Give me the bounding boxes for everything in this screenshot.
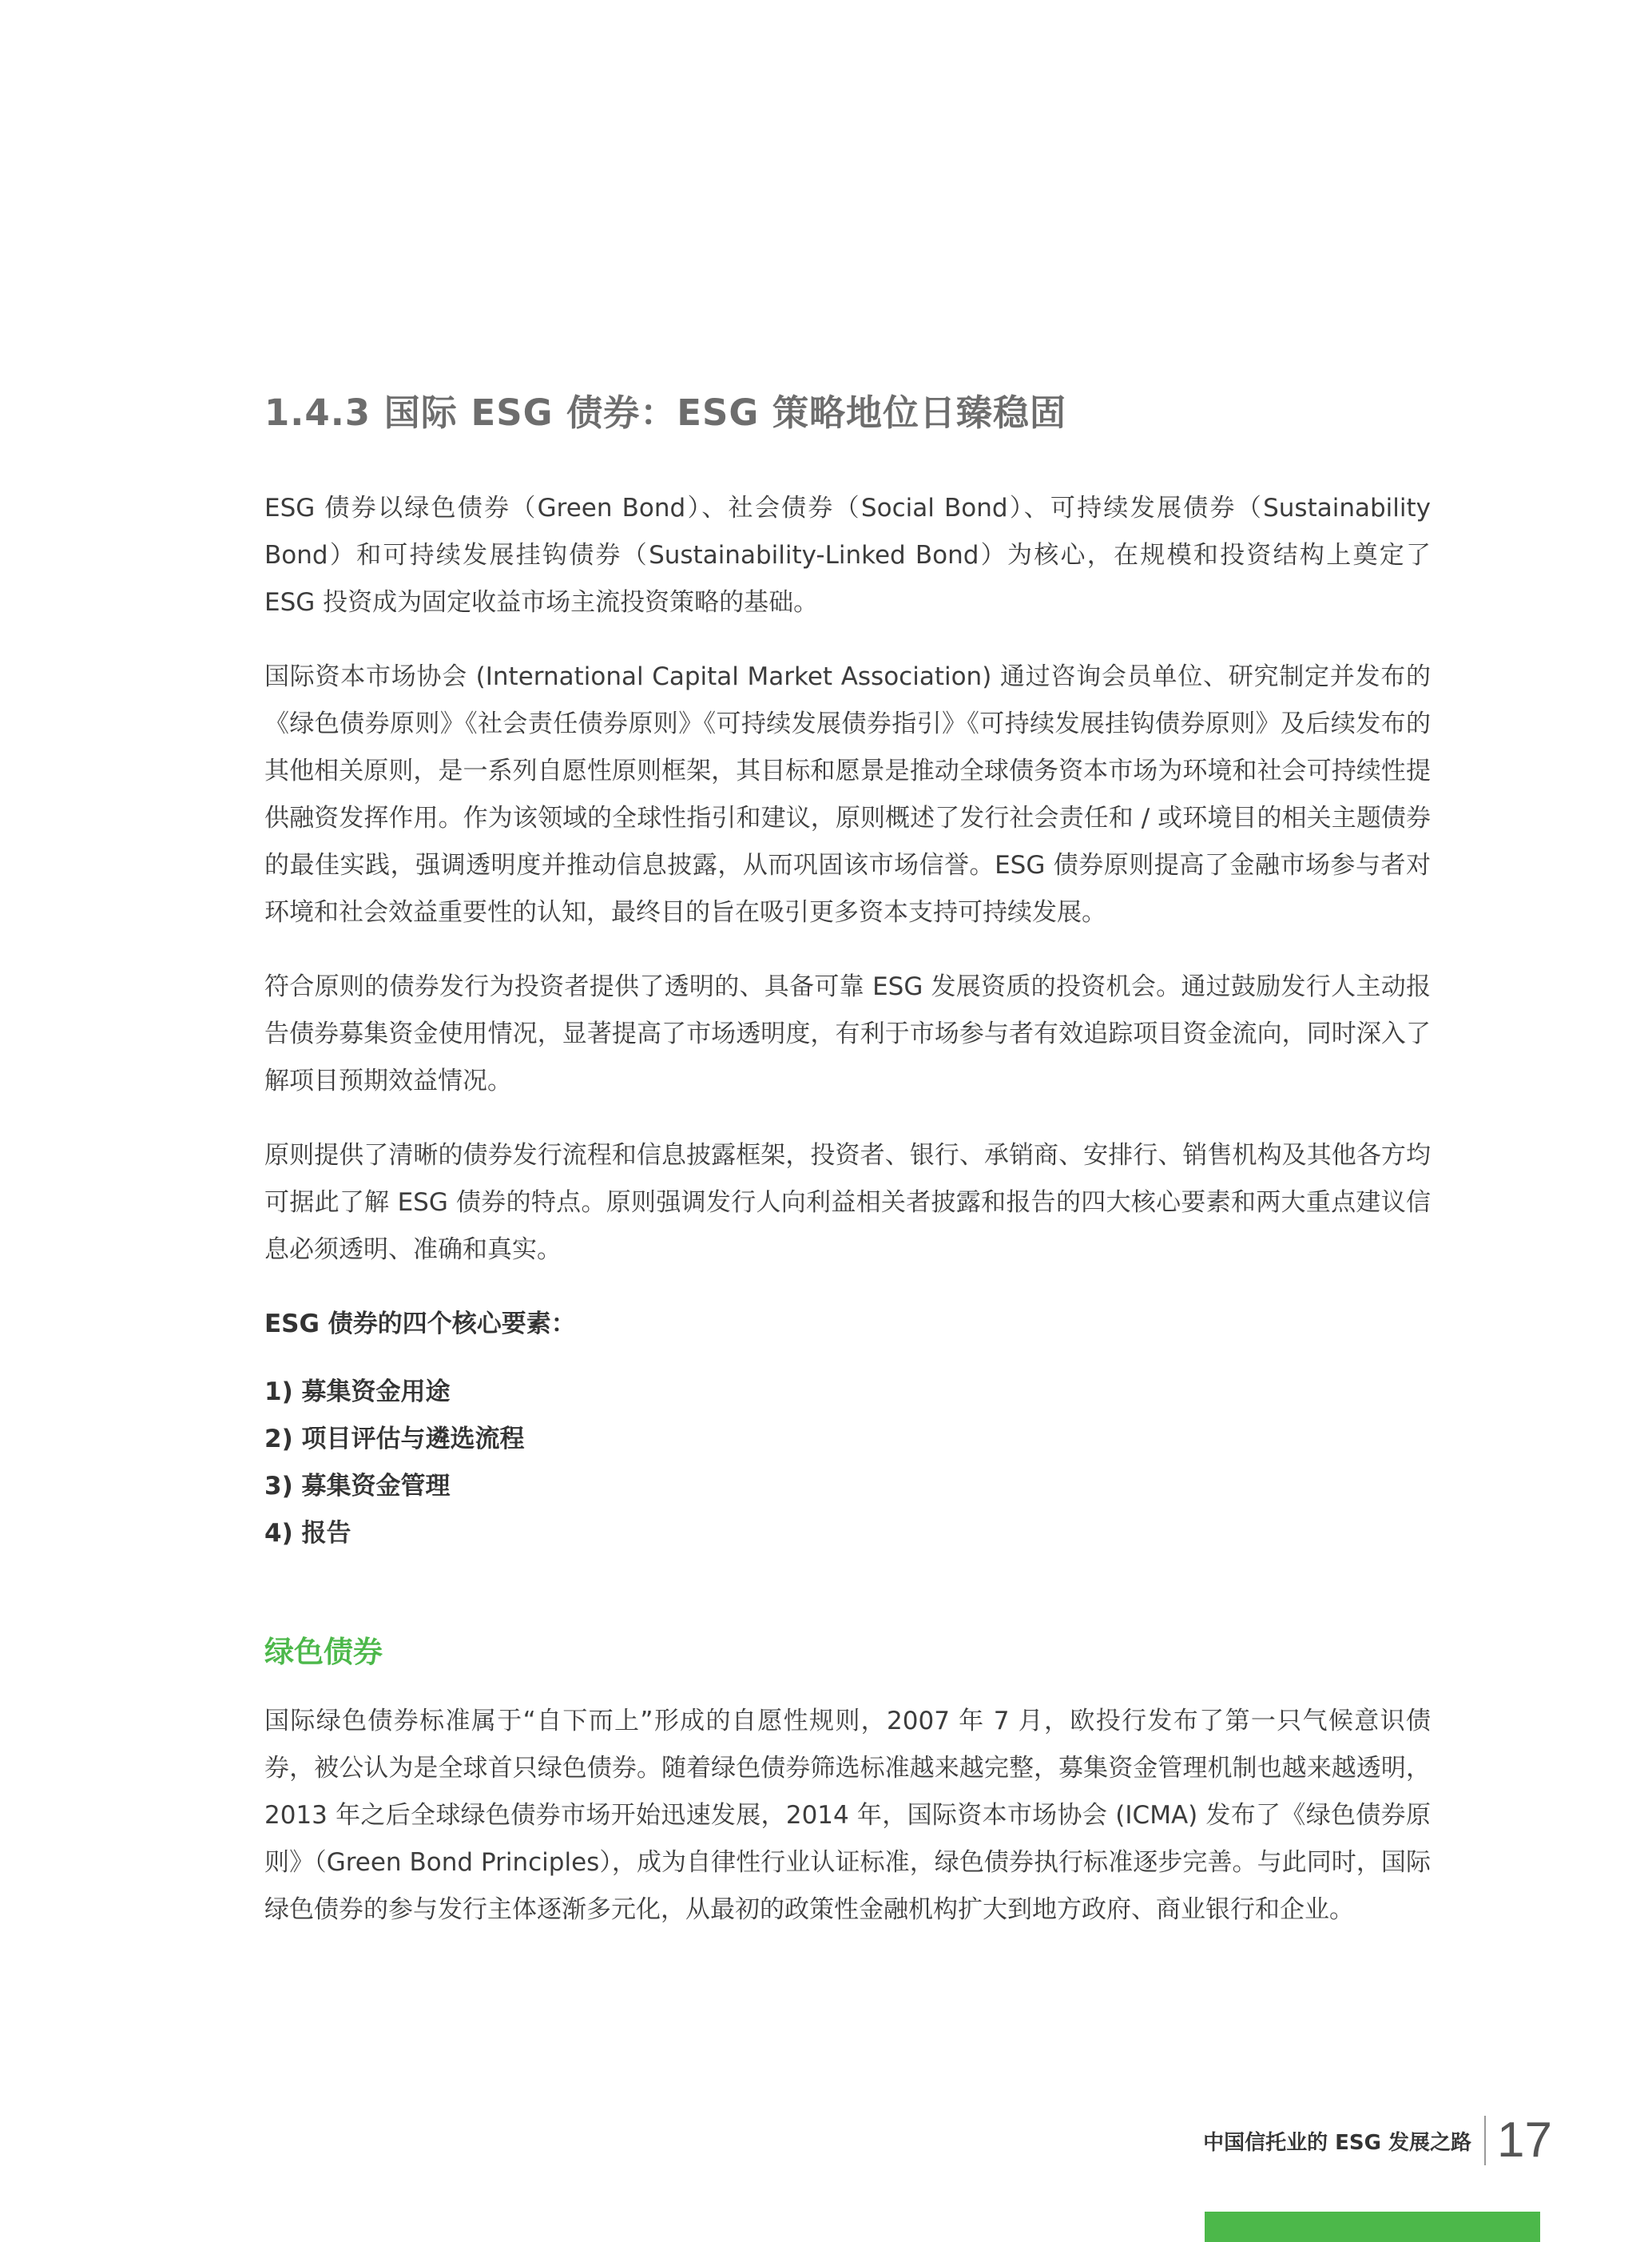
core-element-item: 4) 报告 xyxy=(264,1519,351,1548)
paragraph-icma-principles: 国际资本市场协会 (International Capital Market Association) 通过咨询会员单位、研究制定并发布的《绿色债券原则》《社会责任债券原则》《可持续发展债券指引》《可持续发展挂钩债券原则》及后续发布的其他相关原则，是一系列自愿性原则框架，其目标和愿景是推动全球债务资本市场为环境和社会可持续性提供融资发挥作用。作为该领域的全球性指引和建议，原则概述了发行社会责任和 / 或环境目的相关主题债券的最佳实践，强调透明度并推动信息披露，从而巩固该市场信誉。ESG 债券原则提高了金融市场参与者对环境和社会效益重要性的认知，最终目的旨在吸引更多资本支持可持续发展。 xyxy=(264,662,1431,927)
page-number: 17 xyxy=(1497,2113,1552,2168)
footer-accent-bar xyxy=(1205,2212,1540,2242)
core-element-item: 2) 项目评估与遴选流程 xyxy=(264,1425,525,1453)
footer-divider xyxy=(1484,2116,1486,2165)
core-elements-list xyxy=(264,1369,1431,1557)
paragraph-investor-opportunity: 符合原则的债券发行为投资者提供了透明的、具备可靠 ESG 发展资质的投资机会。通过鼓励发行人主动报告债券募集资金使用情况，显著提高了市场透明度，有利于市场参与者有效追踪项目资金流向，同时深入了解项目预期效益情况。 xyxy=(264,972,1431,1095)
core-element-item: 3) 募集资金管理 xyxy=(264,1472,451,1501)
core-element-item: 1) 募集资金用途 xyxy=(264,1377,451,1406)
main-content xyxy=(264,384,1431,1961)
footer-title: 中国信托业的 ESG 发展之路 xyxy=(1203,2130,1472,2155)
green-bond-heading: 绿色债券 xyxy=(264,1635,383,1669)
core-elements-label: ESG 债券的四个核心要素： xyxy=(264,1310,576,1338)
paragraph-esg-bond-intro: ESG 债券以绿色债券（Green Bond）、社会债券（Social Bond）、可持续发展债券（Sustainability Bond）和可持续发展挂钩债券（Sustainability-Linked Bond）为核心，在规模和投资结构上奠定了 ESG 投资成为固定收益市场主流投资策略的基础。 xyxy=(264,494,1431,617)
paragraph-green-bond: 国际绿色债券标准属于“自下而上”形成的自愿性规则，2007 年 7 月，欧投行发布了第一只气候意识债券，被公认为是全球首只绿色债券。随着绿色债券筛选标准越来越完整，募集资金管理机制也越来越透明，2013 年之后全球绿色债券市场开始迅速发展，2014 年，国际资本市场协会 (ICMA) 发布了《绿色债券原则》（Green Bond Principles），成为自律性行业认证标准，绿色债券执行标准逐步完善。与此同时，国际绿色债券的参与发行主体逐渐多元化，从最初的政策性金融机构扩大到地方政府、商业银行和企业。 xyxy=(264,1707,1431,1924)
section-title: 1.4.3 国际 ESG 债券：ESG 策略地位日臻稳固 xyxy=(264,392,1066,434)
paragraph-disclosure-framework: 原则提供了清晰的债券发行流程和信息披露框架，投资者、银行、承销商、安排行、销售机构及其他各方均可据此了解 ESG 债券的特点。原则强调发行人向利益相关者披露和报告的四大核心要素和两大重点建议信息必须透明、准确和真实。 xyxy=(264,1141,1431,1264)
page-footer xyxy=(1203,2113,1552,2168)
